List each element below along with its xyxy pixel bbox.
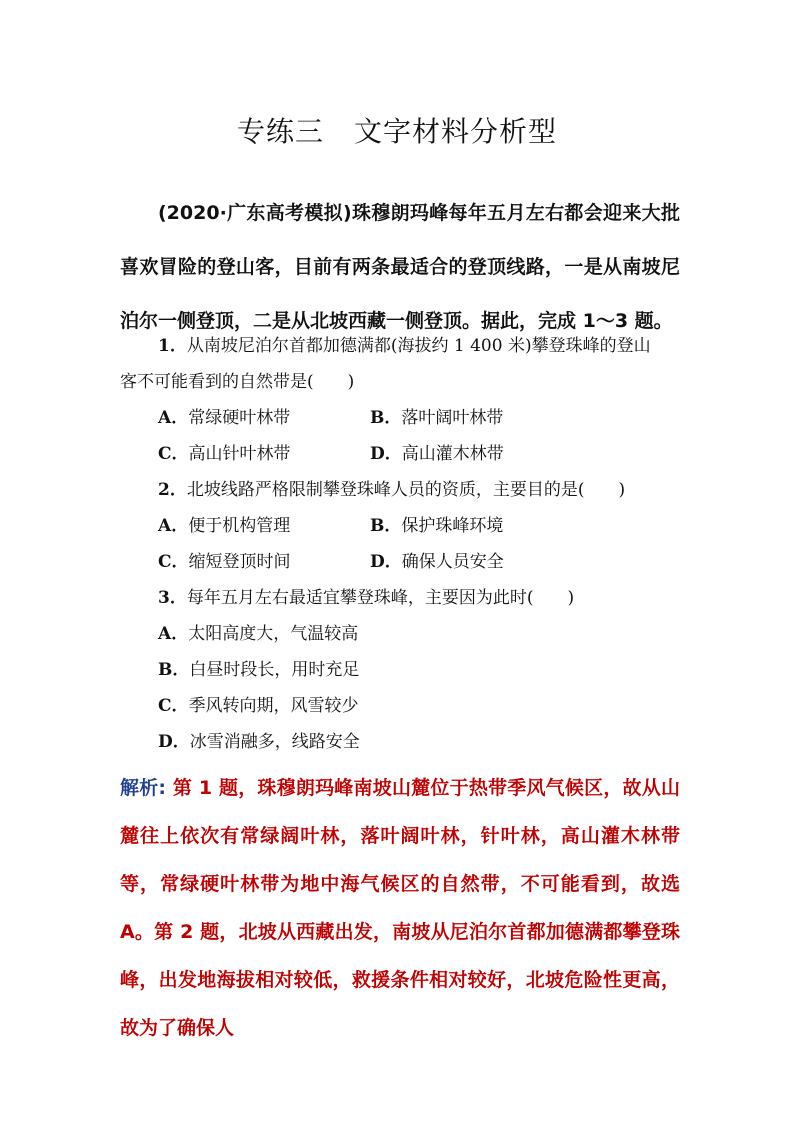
option-letter: B． xyxy=(370,516,402,536)
option-letter: D． xyxy=(370,444,402,464)
question-2-option-a xyxy=(158,508,290,544)
question-2-number: 2． xyxy=(158,480,187,500)
question-3-stem: 每年五月左右最适宜攀登珠峰，主要因为此时( ) xyxy=(186,588,575,608)
question-3-number: 3． xyxy=(158,588,187,608)
title-part1: 专练三 xyxy=(236,115,324,148)
option-text: 保护珠峰环境 xyxy=(401,516,504,536)
question-1-option-b xyxy=(370,400,503,436)
question-1-number: 1． xyxy=(158,336,187,356)
question-3-line1 xyxy=(120,580,680,616)
question-2-option-b xyxy=(370,508,503,544)
question-1-stem-line1: 从南坡尼泊尔首都加德满都(海拔约 1 400 米)攀登珠峰的登山 xyxy=(186,336,651,356)
question-2-stem: 北坡线路严格限制攀登珠峰人员的资质，主要目的是( ) xyxy=(186,480,626,500)
option-letter: A． xyxy=(158,624,189,644)
question-3-option-b xyxy=(158,652,359,688)
option-letter: B． xyxy=(370,408,402,428)
page-title xyxy=(0,112,794,152)
question-1-stem-line2: 客不可能看到的自然带是( ) xyxy=(120,372,355,392)
intro-paragraph: (2020·广东高考模拟)珠穆朗玛峰每年五月左右都会迎来大批喜欢冒险的登山客，目前有两条最适合的登顶线路，一是从南坡尼泊尔一侧登顶，二是从北坡西藏一侧登顶。据此，完成 1～3 题。 xyxy=(120,202,680,332)
option-text: 常绿硬叶林带 xyxy=(188,408,291,428)
option-letter: D． xyxy=(370,552,402,572)
question-2-option-d xyxy=(370,544,504,580)
option-letter: C． xyxy=(158,696,189,716)
option-text: 白昼时段长，用时充足 xyxy=(189,660,360,680)
question-1-option-d xyxy=(370,436,504,472)
title-part2: 文字材料分析型 xyxy=(354,115,558,148)
option-text: 高山灌木林带 xyxy=(401,444,504,464)
option-letter: A． xyxy=(158,516,189,536)
option-text: 便于机构管理 xyxy=(188,516,291,536)
option-letter: D． xyxy=(158,732,190,752)
option-text: 冰雪消融多，线路安全 xyxy=(189,732,360,752)
option-text: 确保人员安全 xyxy=(401,552,504,572)
option-letter: C． xyxy=(158,552,189,572)
question-2-line1 xyxy=(120,472,680,508)
analysis-text: 第 1 题，珠穆朗玛峰南坡山麓位于热带季风气候区，故从山麓往上依次有常绿阔叶林，落叶阔叶林，针叶林，高山灌木林带等，常绿硬叶林带为地中海气候区的自然带，不可能看到，故选 A。第 2 题，北坡从西藏出发，南坡从尼泊尔首都加德满都攀登珠峰，出发地海拔相对较低，救援条件相对较好，北坡危险性更高，故为了确保人 xyxy=(120,777,680,1039)
option-text: 季风转向期，风雪较少 xyxy=(188,696,359,716)
option-letter: A． xyxy=(158,408,189,428)
question-3-option-c xyxy=(158,688,359,724)
option-letter: C． xyxy=(158,444,189,464)
question-1-option-a xyxy=(158,400,290,436)
question-1-option-c xyxy=(158,436,291,472)
analysis-label: 解析: xyxy=(120,777,167,799)
question-3-option-a xyxy=(158,616,358,652)
option-letter: B． xyxy=(158,660,190,680)
option-text: 落叶阔叶林带 xyxy=(401,408,504,428)
analysis-paragraph xyxy=(120,764,680,1052)
question-3-option-d xyxy=(158,724,360,760)
option-text: 太阳高度大，气温较高 xyxy=(188,624,359,644)
question-1-line1 xyxy=(120,328,680,364)
question-2-option-c xyxy=(158,544,291,580)
option-text: 缩短登顶时间 xyxy=(188,552,291,572)
option-text: 高山针叶林带 xyxy=(188,444,291,464)
